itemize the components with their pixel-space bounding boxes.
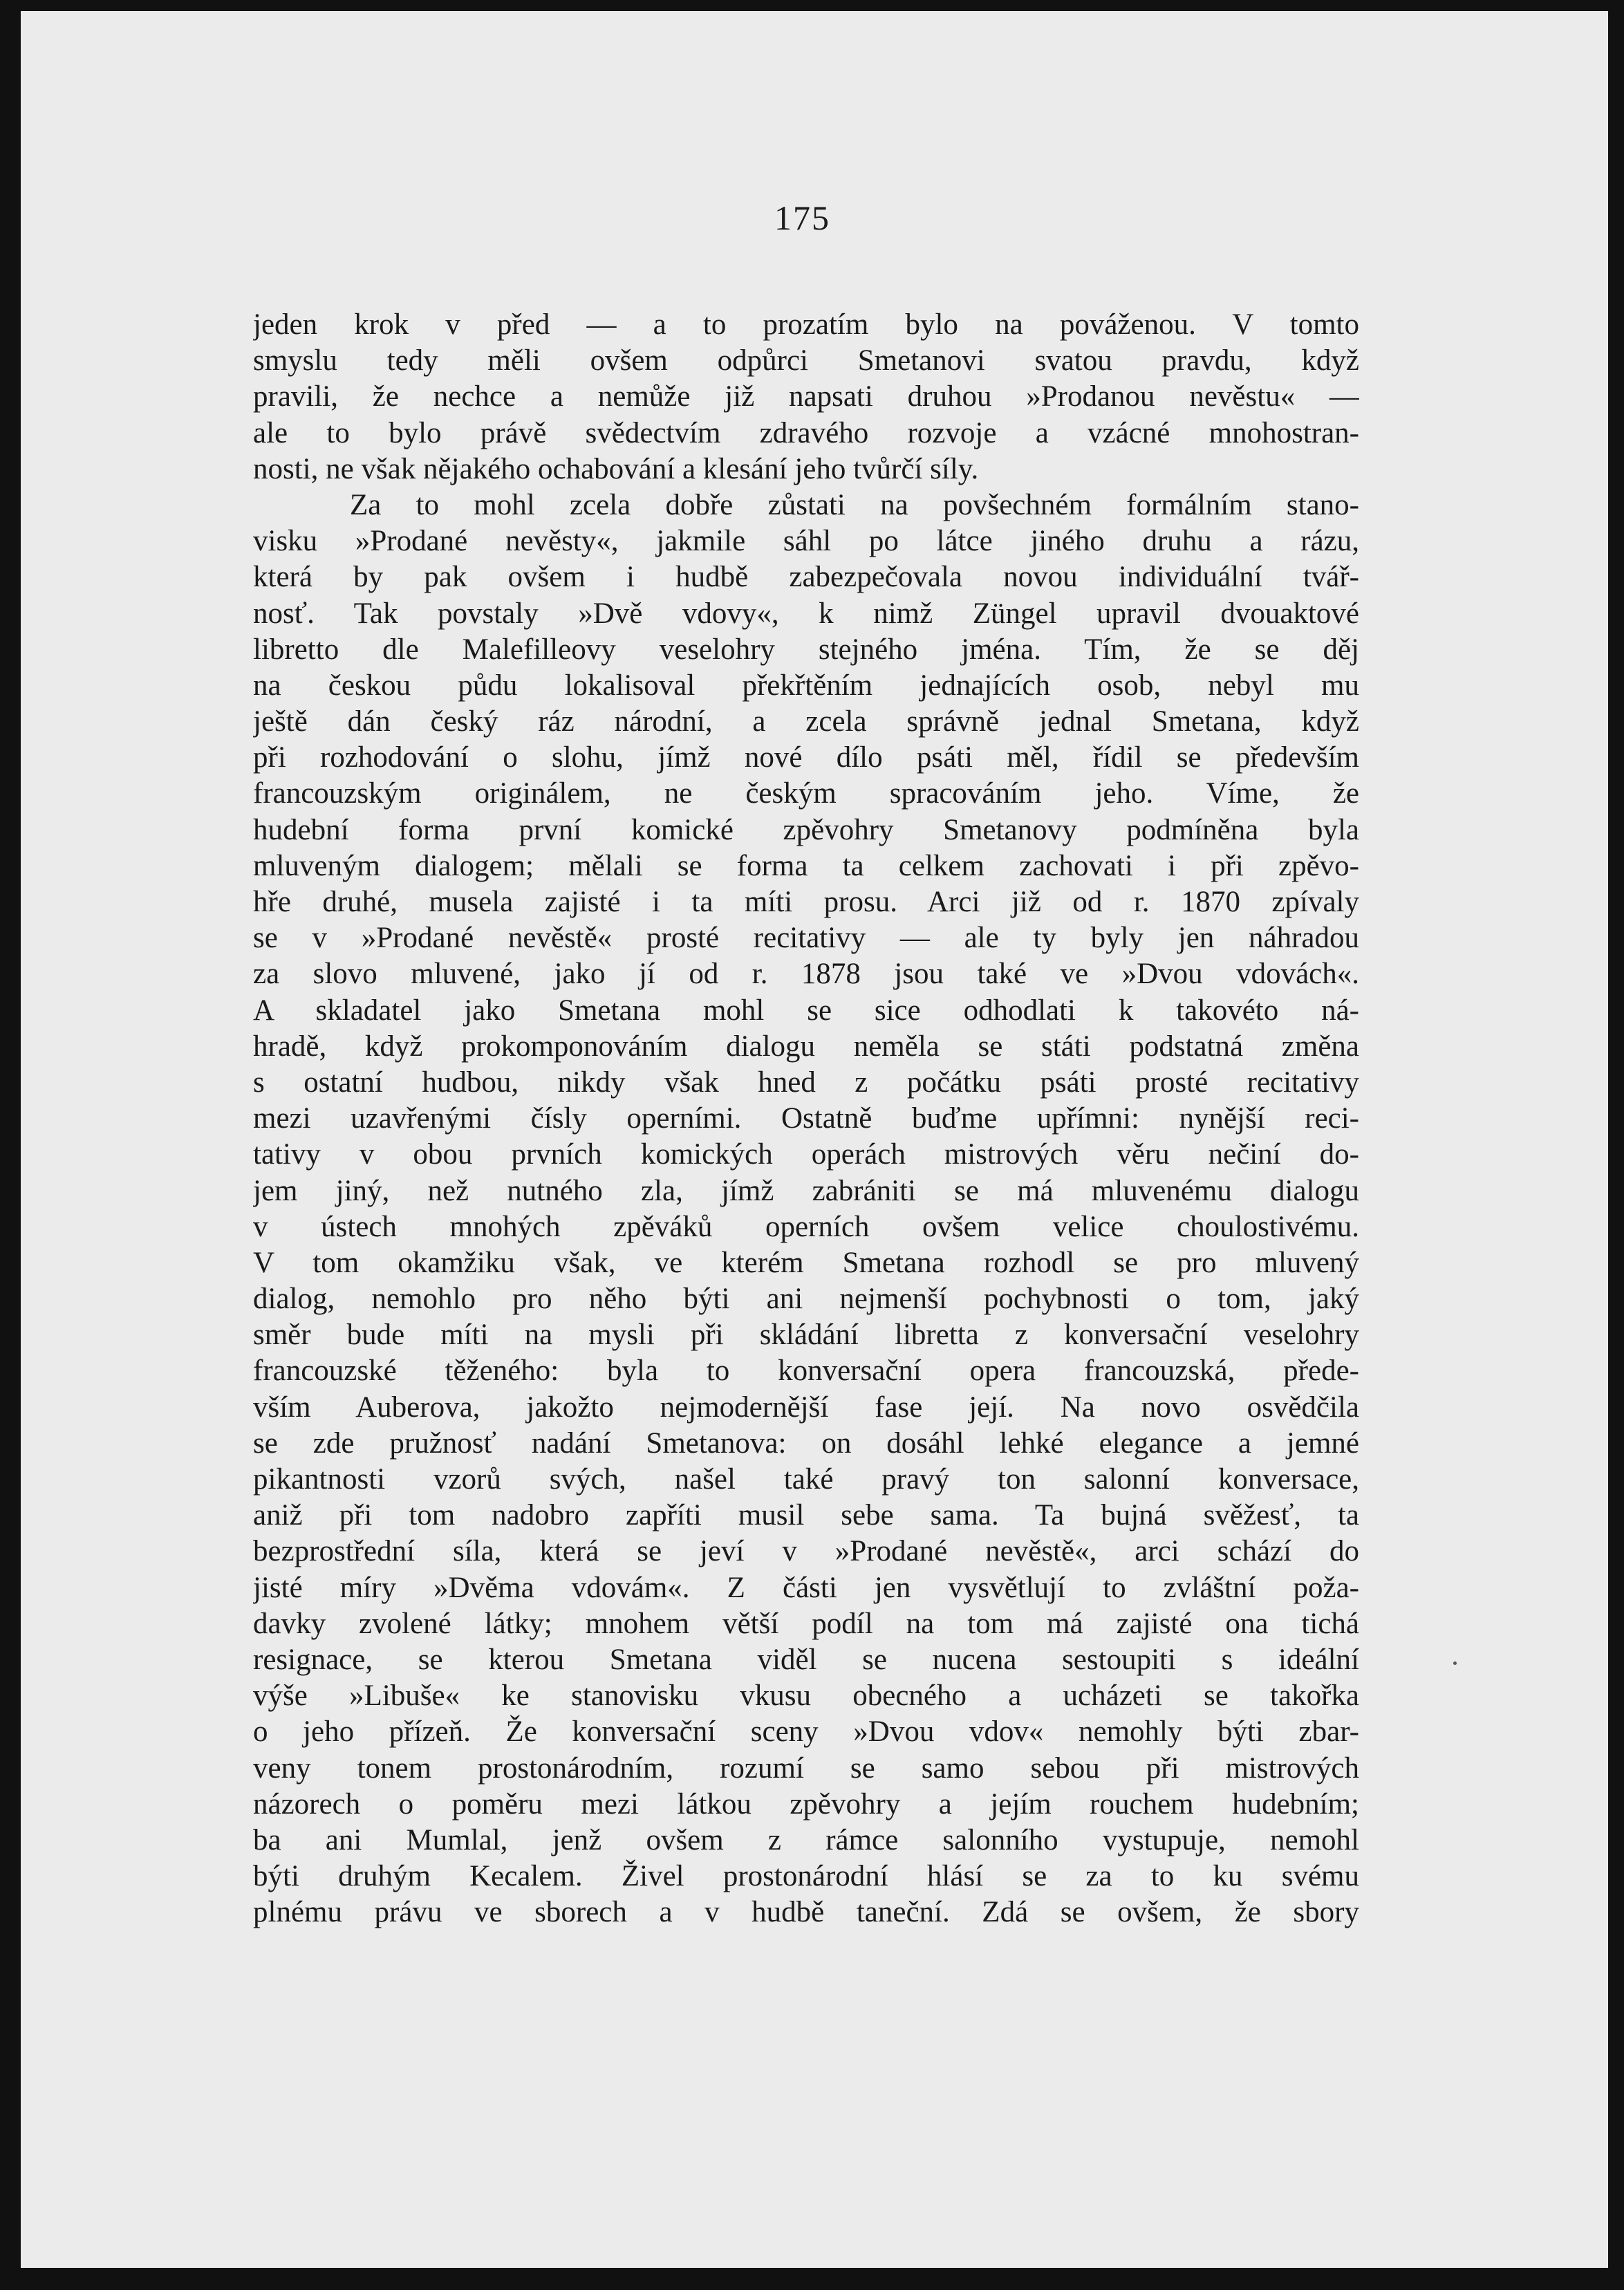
text-line: mezi uzavřenými čísly operními. Ostatně buďme upřímni: nynější reci- [253, 1102, 1359, 1135]
text-line: jeden krok v před — a to prozatím bylo na pováženou. V tomto [253, 308, 1359, 341]
text-line: dialog, nemohlo pro něho býti ani nejmenší pochybnosti o tom, jaký [253, 1283, 1359, 1316]
text-line: Za to mohl zcela dobře zůstati na povšechném formálním stano- [350, 488, 1359, 521]
text-line: smyslu tedy měli ovšem odpůrci Smetanovi svatou pravdu, když [253, 344, 1359, 378]
text-line: veny tonem prostonárodním, rozumí se samo sebou při mistrových [253, 1751, 1359, 1785]
text-line: libretto dle Malefilleovy veselohry stejného jména. Tím, že se děj [253, 633, 1359, 666]
margin-speck [1453, 1661, 1457, 1665]
text-line: se v »Prodané nevěstě« prosté recitativy — ale ty byly jen náhradou [253, 922, 1359, 955]
text-line: ještě dán český ráz národní, a zcela správně jednal Smetana, když [253, 705, 1359, 738]
text-line: tativy v obou prvních komických operách mistrových věru nečiní do- [253, 1138, 1359, 1171]
text-line: hudební forma první komické zpěvohry Smetanovy podmíněna byla [253, 813, 1359, 846]
text-line: ale to bylo právě svědectvím zdravého rozvoje a vzácné mnohostran- [253, 416, 1359, 449]
book-page [21, 11, 1608, 2268]
text-line: davky zvolené látky; mnohem větší podíl na tom má zajisté ona tichá [253, 1607, 1359, 1640]
text-line: plnému právu ve sborech a v hudbě taneční. Zdá se ovšem, že sbory [253, 1896, 1359, 1929]
text-line: bezprostřední síla, která se jeví v »Prodané nevěstě«, arci schází do [253, 1535, 1359, 1568]
text-line: pravili, že nechce a nemůže již napsati druhou »Prodanou nevěstu« — [253, 380, 1359, 413]
text-line: o jeho přízeň. Že konversační sceny »Dvou vdov« nemohly býti zbar- [253, 1715, 1359, 1749]
text-line: nosti, ne však nějakého ochabování a klesání jeho tvůrčí síly. [253, 452, 979, 485]
text-line: resignace, se kterou Smetana viděl se nucena sestoupiti s ideální [253, 1643, 1359, 1676]
page-number: 175 [774, 198, 830, 237]
text-line: nosť. Tak povstaly »Dvě vdovy«, k nimž Züngel upravil dvouaktové [253, 597, 1359, 630]
text-line: ba ani Mumlal, jenž ovšem z rámce salonního vystupuje, nemohl [253, 1823, 1359, 1856]
text-line: hradě, když prokomponováním dialogu neměla se státi podstatná změna [253, 1030, 1359, 1063]
text-line: názorech o poměru mezi látkou zpěvohry a jejím rouchem hudebním; [253, 1787, 1359, 1821]
text-line: na českou půdu lokalisoval překřtěním jednajících osob, nebyl mu [253, 669, 1359, 702]
text-line: pikantnosti vzorů svých, našel také pravý ton salonní konversace, [253, 1463, 1359, 1496]
text-line: jisté míry »Dvěma vdovám«. Z části jen vysvětlují to zvláštní poža- [253, 1571, 1359, 1604]
text-line: francouzské těženého: byla to konversační opera francouzská, přede- [253, 1355, 1359, 1388]
text-line: za slovo mluvené, jako jí od r. 1878 jsou také ve »Dvou vdovách«. [253, 958, 1359, 991]
text-line: A skladatel jako Smetana mohl se sice odhodlati k takovéto ná- [253, 994, 1359, 1027]
text-line: výše »Libuše« ke stanovisku vkusu obecného a ucházeti se takořka [253, 1679, 1359, 1713]
text-line: při rozhodování o slohu, jímž nové dílo psáti měl, řídil se především [253, 741, 1359, 774]
text-line: vším Auberova, jakožto nejmodernější fase její. Na novo osvědčila [253, 1390, 1359, 1424]
text-line: s ostatní hudbou, nikdy však hned z počátku psáti prosté recitativy [253, 1065, 1359, 1099]
text-line: V tom okamžiku však, ve kterém Smetana rozhodl se pro mluvený [253, 1246, 1359, 1279]
text-line: směr bude míti na mysli při skládání libretta z konversační veselohry [253, 1319, 1359, 1352]
text-line: hře druhé, musela zajisté i ta míti prosu. Arci již od r. 1870 zpívaly [253, 886, 1359, 918]
text-line: v ústech mnohých zpěváků operních ovšem velice choulostivému. [253, 1210, 1359, 1243]
text-line: která by pak ovšem i hudbě zabezpečovala novou individuální tvář- [253, 561, 1359, 594]
body-text [253, 307, 1359, 1930]
text-line: visku »Prodané nevěsty«, jakmile sáhl po látce jiného druhu a rázu, [253, 525, 1359, 558]
text-line: mluveným dialogem; mělali se forma ta celkem zachovati i při zpěvo- [253, 849, 1359, 882]
text-line: jem jiný, než nutného zla, jímž zabrániti se má mluvenému dialogu [253, 1174, 1359, 1207]
text-line: francouzským originálem, ne českým spracováním jeho. Víme, že [253, 777, 1359, 810]
text-line: se zde pružnosť nadání Smetanova: on dosáhl lehké elegance a jemné [253, 1426, 1359, 1460]
text-line: býti druhým Kecalem. Živel prostonárodní hlásí se za to ku svému [253, 1860, 1359, 1893]
text-line: aniž při tom nadobro zapříti musil sebe sama. Ta bujná svěžesť, ta [253, 1499, 1359, 1532]
